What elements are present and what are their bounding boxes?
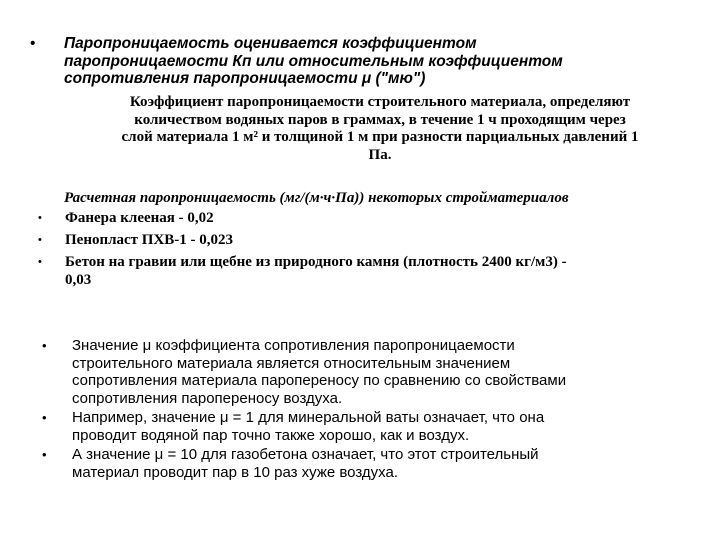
bullet-text — [72, 446, 712, 481]
text-line: Значение μ коэффициента сопротивления паропроницаемости — [72, 337, 515, 354]
text-line: строительного материала является относительным значением — [72, 354, 511, 372]
bullet-marker: • — [30, 35, 36, 52]
text-line: сопротивления материала паропереносу по сравнению со свойствами — [72, 372, 567, 389]
bullet-vapor-permeability-intro — [30, 35, 710, 88]
note-mu-coefficient — [42, 337, 712, 407]
text-line: проводит водяной пар точно также хорошо, как и воздух. — [72, 426, 470, 444]
text-line: Коэффициент паропроницаемости строительного материала, определяют — [129, 94, 631, 110]
definition-paragraph — [60, 94, 700, 164]
text-line: Фанера клееная - 0,02 — [65, 210, 214, 226]
text-line: слой материала 1 м² и толщиной 1 м при разности парциальных давлений 1 — [121, 129, 639, 145]
bullet-text — [65, 253, 708, 289]
note-aerated-concrete — [42, 446, 712, 481]
material-item-concrete — [38, 253, 708, 289]
text-line: сопротивления паропереносу воздуха. — [72, 389, 343, 407]
text-line: Пенопласт ПХВ-1 - 0,023 — [65, 232, 234, 248]
text-line: Па. — [368, 146, 392, 163]
text-line: 0,03 — [65, 272, 92, 288]
text-line: паропроницаемости Кп или относительным коэффициентом — [64, 52, 563, 70]
text-line: сопротивления паропроницаемости μ ("мю") — [64, 70, 426, 87]
bullet-marker: • — [42, 410, 47, 425]
bullet-text — [64, 35, 710, 88]
material-item-plywood — [38, 209, 708, 227]
bullet-text — [65, 209, 708, 227]
bullet-marker: • — [42, 447, 47, 462]
calculated-permeability-title: Расчетная паропроницаемость (мг/(м·ч·Па)) некоторых стройматериалов — [64, 190, 569, 206]
bullet-marker: • — [38, 256, 42, 268]
text-line: материал проводит пар в 10 раз хуже воздуха. — [72, 463, 398, 481]
bullet-text — [72, 409, 712, 444]
bullet-marker: • — [38, 234, 42, 246]
text-line: Паропроницаемость оценивается коэффициентом — [64, 35, 477, 52]
bullet-text — [72, 337, 712, 407]
bullet-marker: • — [42, 338, 47, 353]
text-line: А значение μ = 10 для газобетона означает, что этот строительный — [72, 446, 539, 463]
text-line: количеством водяных паров в граммах, в течение 1 ч проходящим через — [134, 111, 626, 128]
material-item-foam-pvc — [38, 231, 708, 249]
note-mineral-wool — [42, 409, 712, 444]
text-line: Например, значение μ = 1 для минеральной ваты означает, что она — [72, 409, 545, 426]
bullet-marker: • — [38, 212, 42, 224]
bullet-text — [65, 231, 708, 249]
text-line: Бетон на гравии или щебне из природного камня (плотность 2400 кг/м3) - — [65, 254, 567, 270]
